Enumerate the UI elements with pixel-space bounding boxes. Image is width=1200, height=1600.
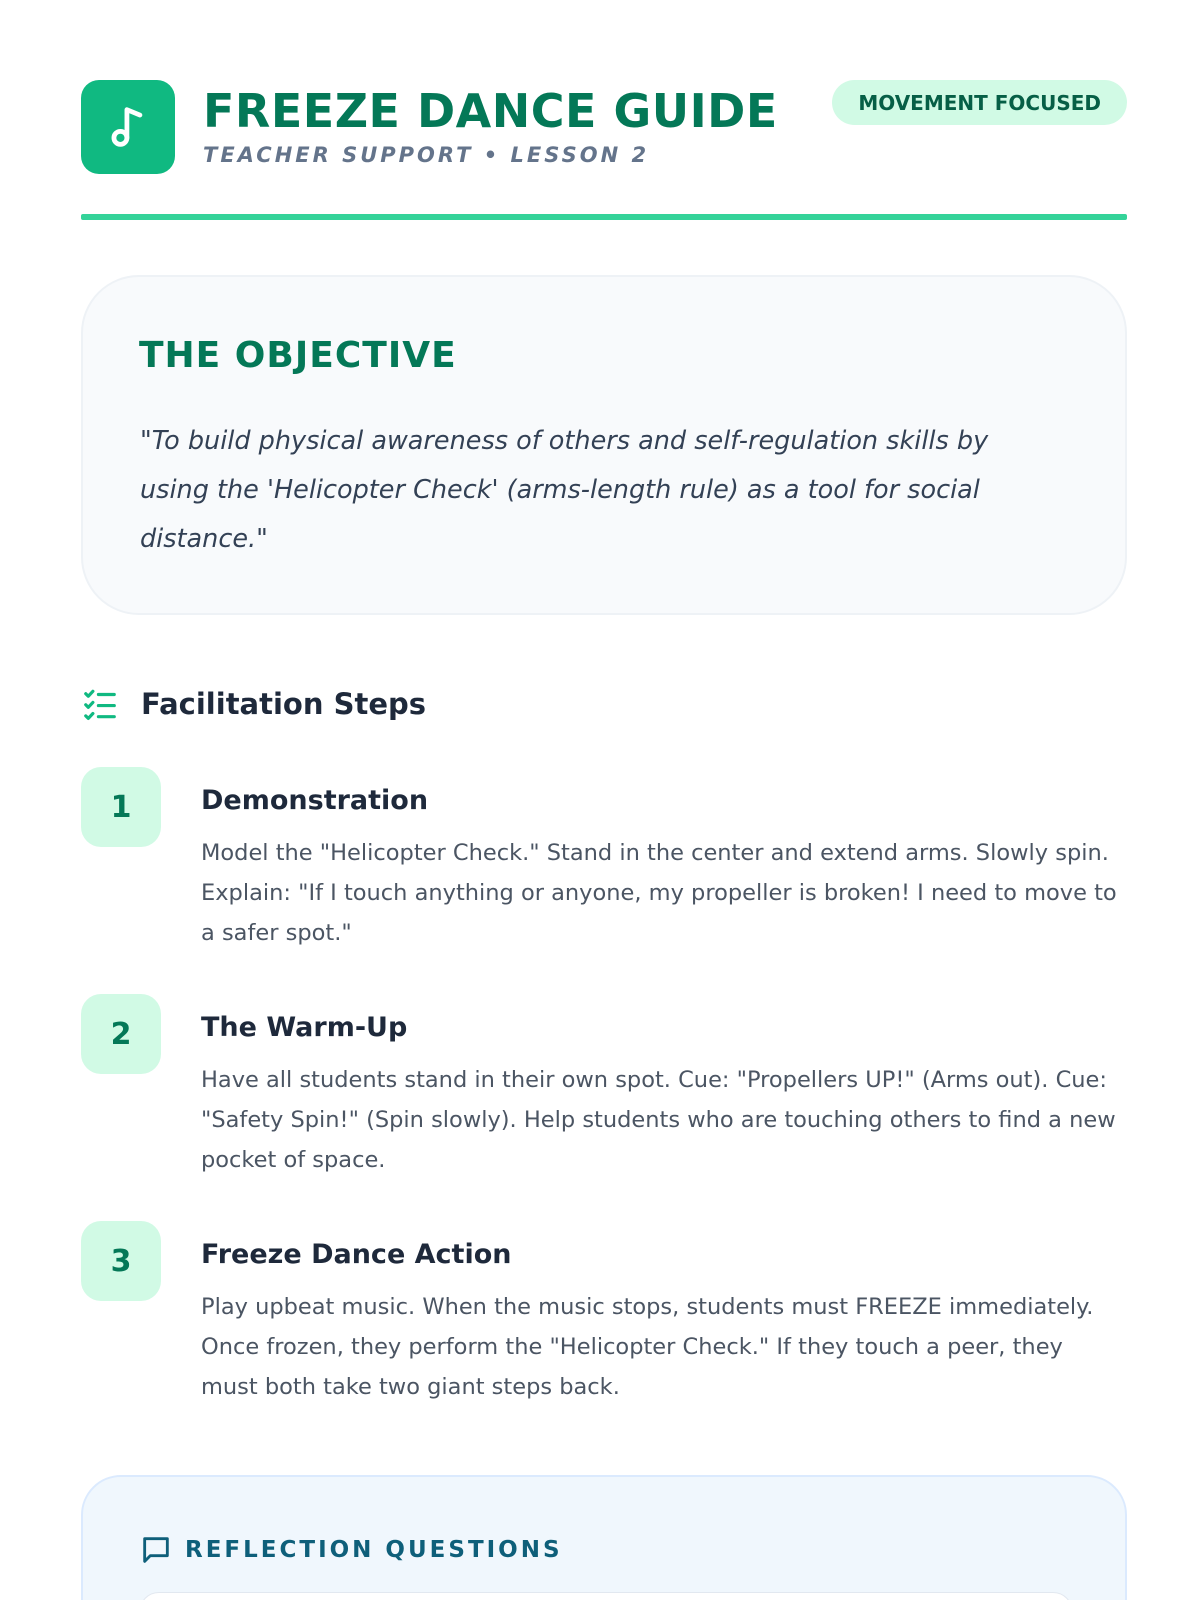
page-title: FREEZE DANCE GUIDE — [203, 84, 778, 138]
step-number: 3 — [81, 1221, 161, 1301]
movement-focused-badge: MOVEMENT FOCUSED — [832, 80, 1127, 125]
step-number: 2 — [81, 994, 161, 1074]
step-title: The Warm-Up — [201, 1012, 408, 1043]
step-description: Have all students stand in their own spot. Cue: "Propellers UP!" (Arms out). Cue: "Safety Spin!" (Spin slowly). Help students who are touching others to find a new pocket of space. — [201, 1067, 1116, 1173]
step-number: 1 — [81, 767, 161, 847]
step-description: Play upbeat music. When the music stops, students must FREEZE immediately. Once frozen, they perform the "Helicopter Check." If they touch a peer, they must both take two giant steps back. — [201, 1294, 1094, 1400]
step-description: Model the "Helicopter Check." Stand in the center and extend arms. Slowly spin. Explain: "If I touch anything or anyone, my propeller is broken! I need to move to a safer spot." — [201, 840, 1117, 946]
step-title: Demonstration — [201, 785, 429, 816]
objective-card — [81, 275, 1127, 615]
step-title: Freeze Dance Action — [201, 1239, 512, 1270]
message-square-icon — [139, 1533, 173, 1567]
page-header — [81, 80, 1127, 174]
facilitation-steps-heading: Facilitation Steps — [141, 687, 427, 721]
music-note-icon — [102, 101, 154, 153]
objective-text: "To build physical awareness of others and self-regulation skills by using the 'Helicopter Check' (arms-length rule) as a tool for social distance." — [140, 426, 989, 554]
reflection-header — [139, 1533, 563, 1567]
facilitation-steps-header — [81, 684, 426, 724]
page-subtitle: TEACHER SUPPORT • LESSON 2 — [203, 143, 650, 167]
reflection-heading: REFLECTION QUESTIONS — [185, 1537, 563, 1563]
checklist-icon — [81, 685, 119, 723]
header-divider — [81, 214, 1127, 220]
objective-heading: THE OBJECTIVE — [139, 335, 457, 376]
reflection-card — [81, 1475, 1127, 1600]
app-logo — [81, 80, 175, 174]
reflection-question-box — [139, 1592, 1073, 1600]
